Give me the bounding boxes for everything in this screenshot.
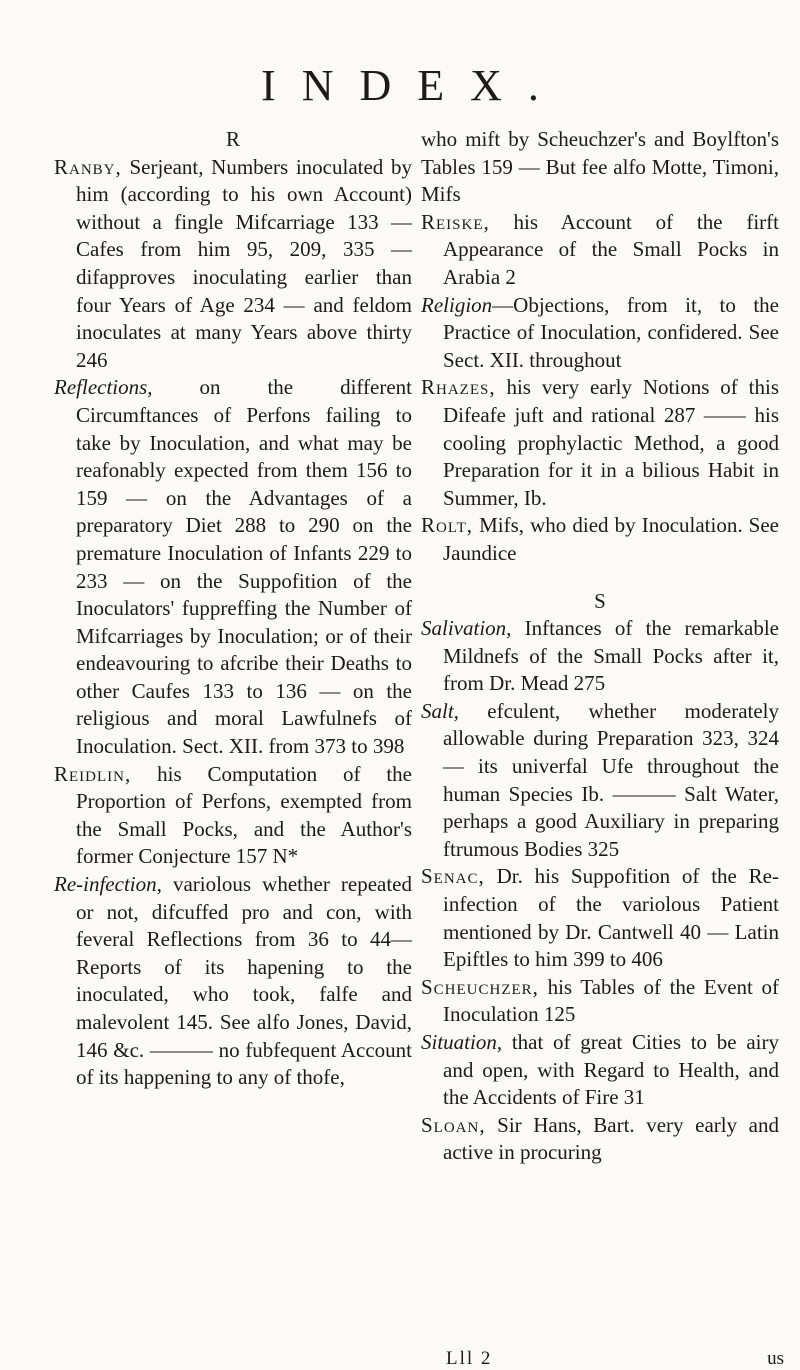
letter-heading-r: R <box>225 127 240 151</box>
index-entry: Scheuchzer, his Tables of the Event of Inoculation 125 <box>421 974 779 1027</box>
index-entry: Rolt, Mifs, who died by Inoculation. See Jaundice <box>421 513 779 565</box>
index-entry-continued: who mift by Scheuchzer's and Boylfton's Tables 159 — But fee alfo Motte, Timoni, Mifs <box>421 127 779 207</box>
index-entry: Salt, efculent, whether moderately allowable during Preparation 323, 324— its univerfal Ufe throughout the human Species Ib. ——— Salt Water, perhaps a good Auxiliary in preparing ftrumous Bodies 325 <box>421 698 779 861</box>
right-column <box>421 126 779 1167</box>
page-title: INDEX. <box>261 61 565 110</box>
index-entry: Rhazes, his very early Notions of this Difeafe juft and rational 287 —— his cooling prophylactic Method, a good Preparation for it in a bilious Habit in Summer, Ib. <box>421 375 779 510</box>
index-entry: Reiske, his Account of the firft Appearance of the Small Pocks in Arabia 2 <box>421 209 779 289</box>
page-footer <box>54 1348 784 1370</box>
index-entry: Sloan, Sir Hans, Bart. very early and active in procuring <box>421 1112 779 1165</box>
index-entry: Situation, that of great Cities to be airy and open, with Regard to Health, and the Accidents of Fire 31 <box>421 1030 779 1110</box>
signature-mark: Lll 2 <box>446 1348 493 1369</box>
letter-heading-s: S <box>594 588 606 613</box>
index-entry: Salivation, Inftances of the remarkable Mildnefs of the Small Pocks after it, from Dr. Mead 275 <box>421 616 779 696</box>
section-spacer <box>421 568 779 588</box>
index-entry: Ranby, Serjeant, Numbers inoculated by him (according to his own Account) without a fingle Mifcarriage 133 — Cafes from him 95, 209, 335 — difapproves inoculating earlier than four Years of Age 234 — and feldom inoculates at many Years above thirty 246 <box>54 154 412 372</box>
index-entry: Senac, Dr. his Suppofition of the Re-infection of the variolous Patient mentioned by Dr. Cantwell 40 — Latin Epiftles to him 399 to 406 <box>421 864 779 972</box>
index-entry: Reidlin, his Computation of the Proportion of Perfons, exempted from the Small Pocks, and the Author's former Conjecture 157 N* <box>54 761 412 869</box>
index-entry: Reflections, on the different Circumftances of Perfons failing to take by Inoculation, and what may be reafonably expected from them 156 to 159 — on the Advantages of a preparatory Diet 288 to 290 on the premature Inoculation of Infants 229 to 233 — on the Suppofition of the Inoculators' fuppreffing the Number of Mifcarriages by Inoculation; or of their endeavouring to afcribe their Deaths to other Caufes 133 to 136 — on the religious and moral Lawfulnefs of Inoculation. Sect. XII. from 373 to 398 <box>54 375 412 759</box>
index-entry: Religion—Objections, from it, to the Practice of Inoculation, confidered. See Sect. XII. throughout <box>421 292 779 372</box>
catchword: us <box>767 1348 784 1369</box>
index-entry: Re-infection, variolous whether repeated or not, difcuffed pro and con, with feveral Reflections from 36 to 44—Reports of its hapening to the inoculated, who took, falfe and malevolent 145. See alfo Jones, David, 146 &c. ——— no fubfequent Account of its happening to any of thofe, <box>54 872 412 1090</box>
left-column <box>54 126 412 1092</box>
